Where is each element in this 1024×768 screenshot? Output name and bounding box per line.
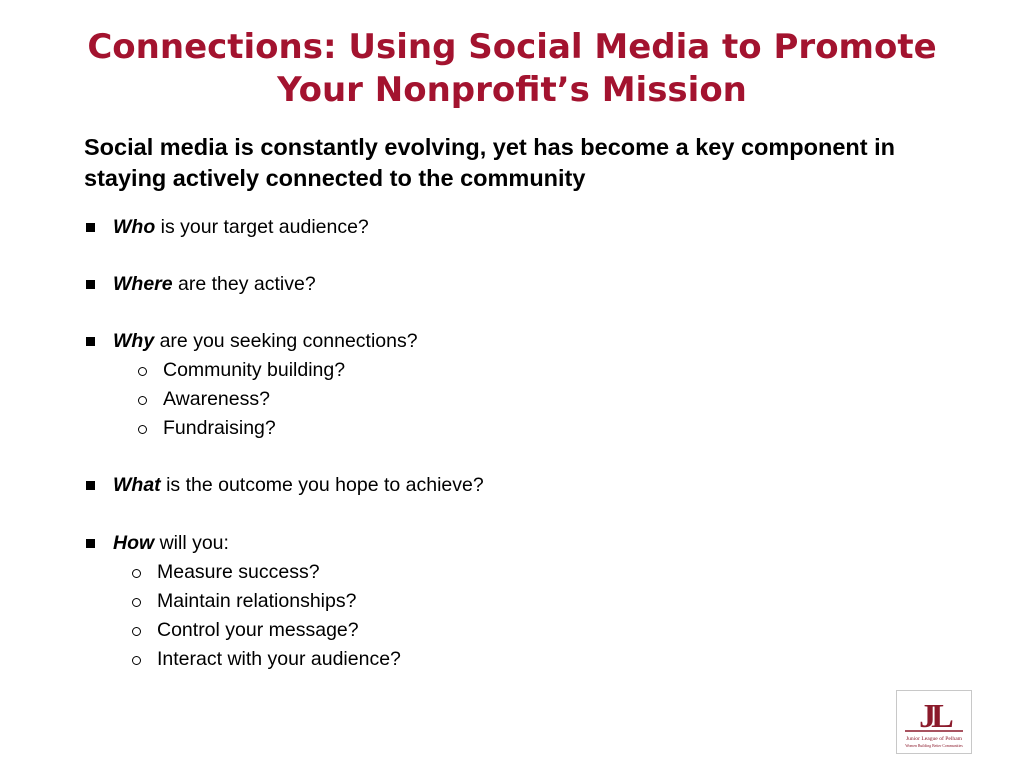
sub-bullet-text: Fundraising? <box>163 417 276 439</box>
circle-bullet-icon <box>132 598 141 607</box>
junior-league-logo <box>896 690 972 754</box>
bullet-text: are they active? <box>172 273 316 295</box>
bullet-text: is your target audience? <box>155 216 369 238</box>
slide-title <box>40 26 984 112</box>
sub-bullet-text: Measure success? <box>157 561 320 583</box>
bullet-keyword: What <box>113 474 161 496</box>
logo-monogram: JL <box>919 698 949 735</box>
slide-subtitle <box>84 132 984 194</box>
sub-bullet-text: Maintain relationships? <box>157 590 357 612</box>
logo-graphic <box>897 691 971 753</box>
square-bullet-icon <box>86 223 95 232</box>
circle-bullet-icon <box>132 569 141 578</box>
sub-bullet-text: Community building? <box>163 359 346 381</box>
circle-bullet-icon <box>138 425 147 434</box>
logo-tagline: Women Building Better Communities <box>905 744 963 748</box>
square-bullet-icon <box>86 481 95 490</box>
logo-org-name: Junior League of Pelham <box>905 736 963 742</box>
bullet-text: will you: <box>154 532 229 554</box>
bullet-keyword: Where <box>113 273 173 295</box>
slide-title-line-1: Connections: Using Social Media to Promote <box>87 27 937 67</box>
bullet-keyword: Why <box>113 330 155 352</box>
square-bullet-icon <box>86 337 95 346</box>
bullet-keyword: How <box>113 532 155 554</box>
bullet-text: are you seeking connections? <box>154 330 418 352</box>
slide-subtitle-line-1: Social media is constantly evolving, yet has become a key component in <box>84 134 896 160</box>
slide-subtitle-line-2: staying actively connected to the community <box>84 165 586 191</box>
square-bullet-icon <box>86 280 95 289</box>
sub-bullet-text: Interact with your audience? <box>157 648 401 670</box>
circle-bullet-icon <box>138 396 147 405</box>
sub-bullet-text: Control your message? <box>157 619 359 641</box>
slide-title-line-2: Your Nonprofit’s Mission <box>277 70 747 110</box>
square-bullet-icon <box>86 539 95 548</box>
bullet-keyword: Who <box>113 216 156 238</box>
bullet-text: is the outcome you hope to achieve? <box>160 474 484 496</box>
sub-bullet-text: Awareness? <box>163 388 270 410</box>
circle-bullet-icon <box>132 627 141 636</box>
circle-bullet-icon <box>138 367 147 376</box>
circle-bullet-icon <box>132 656 141 665</box>
